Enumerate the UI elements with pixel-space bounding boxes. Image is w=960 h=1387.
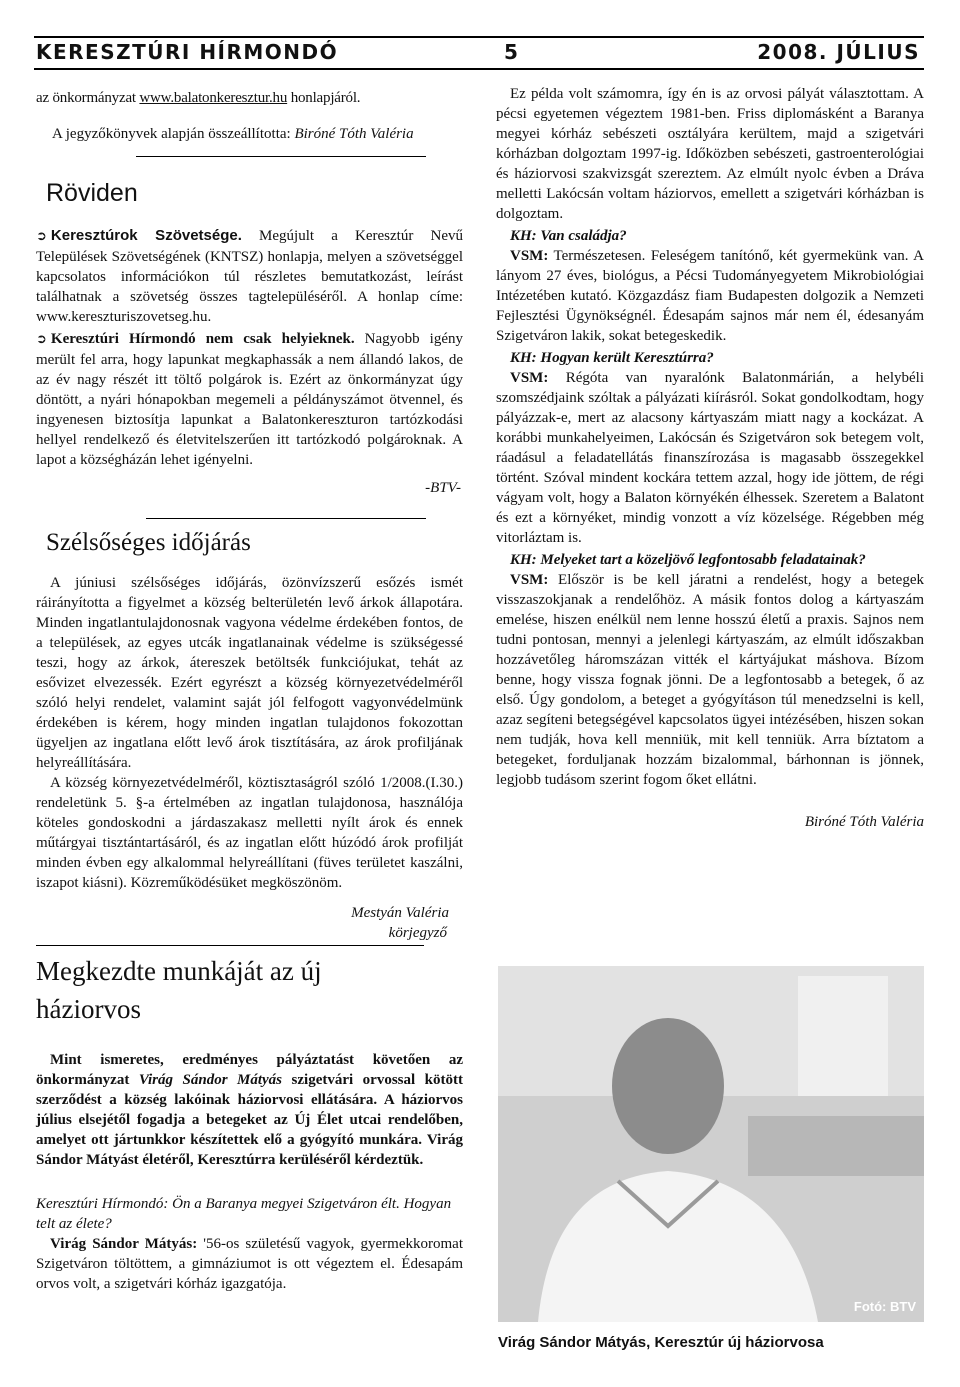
interview-answer-1-cont: Ez példa volt számomra, így én is az orvosi pályát választottam. A pécsi egyetemen végeztem 1981-ben. Friss diplomásként a Baranya megyei kórház sebészeti osztályára kerültem, majd a szigetvári kórházban dolgoztam 1997-ig. Időközben sebészeti, gastroenterológiai és háziorvosi szakvizsgát szereztem. Az elmúlt nyolc évben a Dráva melletti Lakócsán voltam háziorvos, emellett a szigetvári kórházban is dolgoztam. <box>496 86 924 222</box>
doctor-lead: Mint ismeretes, eredményes pályáztatást követően az önkormányzat Virág Sándor Mátyás szigetvári orvossal kötött szerződést a község lakóinak háziorvosi ellátására. A háziorvos július elsejétől fogadja a betegeket az Új Élet utcai rendelőben, amelyet ott jártunkkor készítettek elő a gyógyító munkára. Virág Sándor Mátyást életéről, Keresztúrra kerüléséről kérdeztük. <box>36 1052 463 1168</box>
doctor-portrait-image <box>498 966 924 1322</box>
section-title-roviden: Röviden <box>46 179 138 207</box>
news-item-1: ➲ Keresztúrok Szövetsége. Megújult a Keresztúr Nevű Települések Szövetségének (KNTSZ) honlapja, melyen a szövetséggel kapcsolatos információkon túl részletes bemutatkozást, leírást találhatnak a szövetség összes tagtelepüléséről. A honlap címe: www.kereszturiszovetseg.hu. <box>36 227 463 325</box>
interview-answer-1: Virág Sándor Mátyás: '56-os születésű vagyok, gyermekkoromat Szigetváron töltöttem, a gimnáziumot is ott végeztem el. Édesapám orvos volt, a szigetvári kórház igazgatója. <box>36 1236 463 1292</box>
news-item-2: ➲ Keresztúri Hírmondó nem csak helyieknek. Nagyobb igény merült fel arra, hogy lapunkat megkaphassák a nem állandó lakos, de az év nagy részét itt töltő polgárok is. Ezért az önkormányzat úgy döntött, a nyári hónapokban megemeli a példányszámot ötvennel, és ingyenesen biztosítja lapunkat a Balatonkereszturon tartózkodási hellyel rendelkező és életvitelszerűen itt tartózkodó polgároknak. A lapot a községházán lehet igényelni. <box>36 331 463 468</box>
left-column <box>36 84 463 1294</box>
interview-answer-4: VSM: Először is be kell járatni a rendelést, hogy a betegek visszaszokjanak a rendelőhöz. A másik fontos dolog a kártyaszám emelése, hiszen enélkül nem lenne hosszú életű a praxis. Sajnos nem tudni pontosan, mennyi a jelenlegi kártyaszám, az elmúlt időszakban hozzávetőleg háromszázan vitték el kártyájukat máshova. Bízom benne, hogy vissza fognak jönni. De a legfontosabb a betegek, ő az első. Úgy gondolom, a beteget a gyógyításon túl menedzselni is kell, azaz segíteni betegségével kapcsolatos ügyei intézésében, hiszen sokan nem tudják, hova kell menniük, mit kell tenniük. Arra bíztatom a betegeket, forduljanak hozzám bizalommal, bárhonnan is jönnek, legjobb tudásom szerint fogom őket ellátni. <box>496 572 924 788</box>
interview-answer-2: VSM: Természetesen. Feleségem tanítónő, két gyermekünk van. A lányom 27 éves, biológus, a Pécsi Tudományegyetem Mikrobiológiai Intézetében kutató. Közgazdász fiam Budapesten dolgozik a Nemzeti Fejlesztési Ügynökségnél. Édesapám sajnos már nem él, édesanyám Szigetváron lakik, sokat betegeskedik. <box>496 248 924 344</box>
interview-signature: Biróné Tóth Valéria <box>804 814 924 830</box>
interview-question-3: KH: Hogyan került Keresztúrra? <box>510 350 714 366</box>
photo-credit: Fotó: BTV <box>853 1299 916 1314</box>
weather-signature-name: Mestyán Valéria <box>351 905 449 921</box>
right-column <box>496 84 924 832</box>
arrow-bullet-icon: ➲ <box>36 229 47 244</box>
interview-answer-3: VSM: Régóta van nyaralónk Balatonmárián, a helybéli szomszédjaink szóltak a pályázati kiírásról. Sokat gondolkodtam, hogy pályázzak-e, mert az alacsony kártyaszám miatt nagy a kockázat. A korábbi munkahelyeimen, Lakócsán és Szigetváron sok betegem volt, ráadásul a feladatellátás finanszírozása is magasabb összegekkel történt. Szóval mindent kockára tettem azzal, hogy ide jöttem, de régi vágyam volt, hogy a Balaton környékén élhessek. Szeretem a Balatont és ezt a környéket, mindig vonzott a víz közelsége. Régebben még vitorláztam is. <box>496 370 924 546</box>
weather-signature-role: körjegyző <box>388 925 447 941</box>
weather-paragraph-2: A község környezetvédelméről, köztisztaságról szóló 1/2008.(I.30.) rendeletünk 5. §-a értelmében az ingatlan tulajdonosa, használója köteles gondoskodni a járdaszakasz melletti nyílt árok és ennek műtárgyai tisztántartásáról, és az ingatlan előtt húzódó árok profilját minden évben egy alkalommal helyreállítani (füves területet kaszálni, iszapot kiásni). Közreműködésüket megköszönöm. <box>36 775 463 891</box>
website-link[interactable]: www.balatonkeresztur.hu <box>139 90 288 106</box>
arrow-bullet-icon: ➲ <box>36 332 47 347</box>
page-number: 5 <box>504 40 520 64</box>
doctor-photo <box>498 966 924 1322</box>
interview-question-2: KH: Van családja? <box>510 228 627 244</box>
publication-title: KERESZTÚRI HÍRMONDÓ <box>36 40 339 64</box>
news-signature: -BTV- <box>425 480 461 496</box>
divider <box>136 156 426 157</box>
section-title-doctor: Megkezdte munkáját az új háziorvos <box>36 956 322 1024</box>
photo-caption: Virág Sándor Mátyás, Keresztúr új háziorvosa <box>498 1334 824 1351</box>
minutes-credit: A jegyzőkönyvek alapján összeállította: Biróné Tóth Valéria <box>52 126 414 142</box>
weather-paragraph-1: A júniusi szélsőséges időjárás, özönvízszerű esőzés ismét ráirányította a figyelmet a község belterületén levő árkok állapotára. Minden ingatlantulajdonosnak vagyona védelme érdekében fontos, de a települések, az egyes utcák ingatlanainak védelme is szükségessé teszi, hogy az árkok, átereszek betöltsék funkciójukat, tehát az esővizet elvezessék. Ezért egyrészt a község környezetvédelméről szóló helyi rendelet, valamint saját jól felfogott vagyonvédelmünk érdekében is kérem, hogy minden ingatlan tulajdonos fokozottan ügyeljen az ingatlana előtt levő árok tisztítására, az árok profiljának helyreállítására. <box>36 575 463 771</box>
section-title-weather: Szélsőséges időjárás <box>46 529 251 556</box>
minutes-author: Biróné Tóth Valéria <box>294 126 414 142</box>
intro-line: az önkormányzat www.balatonkeresztur.hu honlapjáról. <box>36 90 361 106</box>
divider <box>146 518 426 519</box>
issue-date: 2008. JÚLIUS <box>757 40 920 64</box>
interview-question-1: Keresztúri Hírmondó: Ön a Baranya megyei Szigetváron élt. Hogyan telt az élete? <box>36 1196 452 1232</box>
divider <box>36 945 424 946</box>
interview-question-4: KH: Melyeket tart a közeljövő legfontosabb feladatainak? <box>510 552 866 568</box>
doctor-name: Virág Sándor Mátyás <box>138 1072 283 1088</box>
page-header <box>34 36 924 70</box>
